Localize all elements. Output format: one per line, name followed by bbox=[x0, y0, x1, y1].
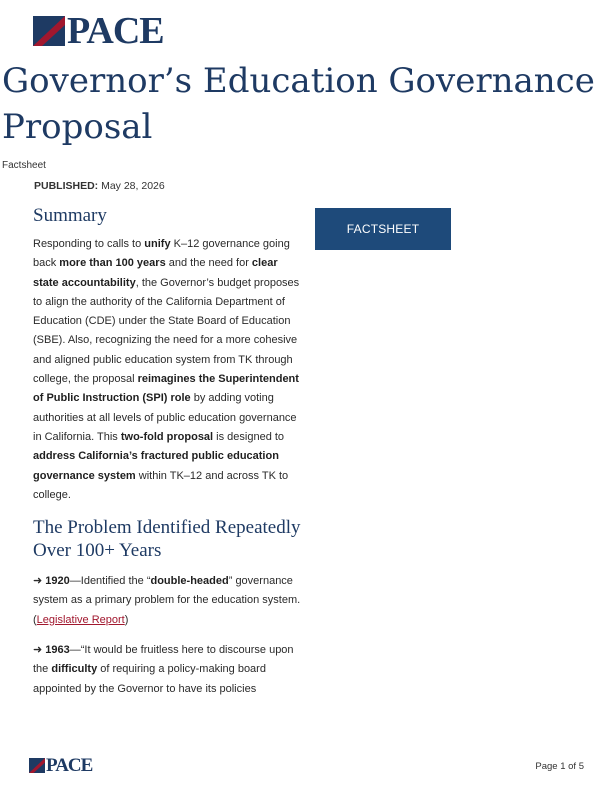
emphasis-text: unify bbox=[144, 238, 171, 250]
page-title: Governor’s Education Governance Proposal bbox=[2, 61, 595, 147]
emphasis-text: difficulty bbox=[51, 663, 98, 676]
emphasis-text: clear state accountability bbox=[33, 257, 278, 289]
timeline-list bbox=[33, 572, 301, 699]
body-text: , the Governor’s budget proposes to align the authority of the California Department of Education (CDE) under the State Board of Education (SBE). Also, recognizing the need for a more cohesive and aligned public education system from TK through college, the proposal bbox=[33, 276, 300, 386]
page-number: Page 1 of 5 bbox=[535, 761, 584, 772]
arrow-right-icon: ➜ bbox=[33, 644, 43, 657]
body-text: —“It would be fruitless here to discourse upon the bbox=[33, 644, 294, 676]
factsheet-button[interactable]: FACTSHEET bbox=[315, 208, 451, 250]
pace-logo-text: PACE bbox=[67, 10, 164, 52]
pace-logo-mark-icon bbox=[29, 758, 45, 773]
pace-logo-mark-icon bbox=[33, 16, 65, 46]
footer-logo-text: PACE bbox=[46, 755, 93, 776]
body-text: is designed to bbox=[213, 430, 285, 443]
body-text: by adding voting authorities at all levels of public education governance in California. This bbox=[33, 392, 297, 443]
timeline-item bbox=[33, 641, 301, 699]
body-text: K–12 governance going back bbox=[33, 238, 290, 270]
published-value: May 28, 2026 bbox=[101, 180, 165, 192]
pace-logo bbox=[33, 10, 164, 52]
main-content bbox=[33, 204, 301, 710]
emphasis-text: double-headed bbox=[150, 575, 229, 588]
timeline-item bbox=[33, 572, 301, 630]
body-text: —Identified the “ bbox=[69, 575, 151, 588]
emphasis-text: more than 100 years bbox=[59, 257, 166, 270]
emphasis-text: two-fold proposal bbox=[120, 430, 214, 443]
body-text: ) bbox=[124, 613, 129, 626]
source-link[interactable]: Legislative Report bbox=[36, 613, 125, 626]
timeline-year: 1920 bbox=[45, 575, 70, 588]
document-type: Factsheet bbox=[2, 160, 46, 171]
body-text: of requiring a policy-making board appointed by the Governor to have its policies bbox=[33, 663, 266, 695]
summary-heading: Summary bbox=[33, 205, 107, 226]
footer-logo bbox=[29, 757, 92, 774]
arrow-right-icon: ➜ bbox=[33, 575, 43, 588]
published-label: PUBLISHED: bbox=[34, 180, 99, 192]
body-text: Responding to calls to bbox=[33, 238, 145, 250]
problem-heading: The Problem Identified Repeatedly Over 100+ Years bbox=[33, 517, 301, 562]
summary-paragraph bbox=[33, 235, 301, 505]
emphasis-text: address California’s fractured public education governance system bbox=[33, 450, 279, 482]
published-date bbox=[34, 180, 165, 192]
timeline-year: 1963 bbox=[45, 644, 70, 657]
body-text: and the need for bbox=[165, 257, 252, 270]
body-text: ” governance system as a primary problem for the education system. ( bbox=[33, 575, 301, 626]
body-text: within TK–12 and across TK to college. bbox=[33, 469, 289, 501]
emphasis-text: reimagines the Superintendent of Public Instruction (SPI) role bbox=[33, 373, 299, 405]
